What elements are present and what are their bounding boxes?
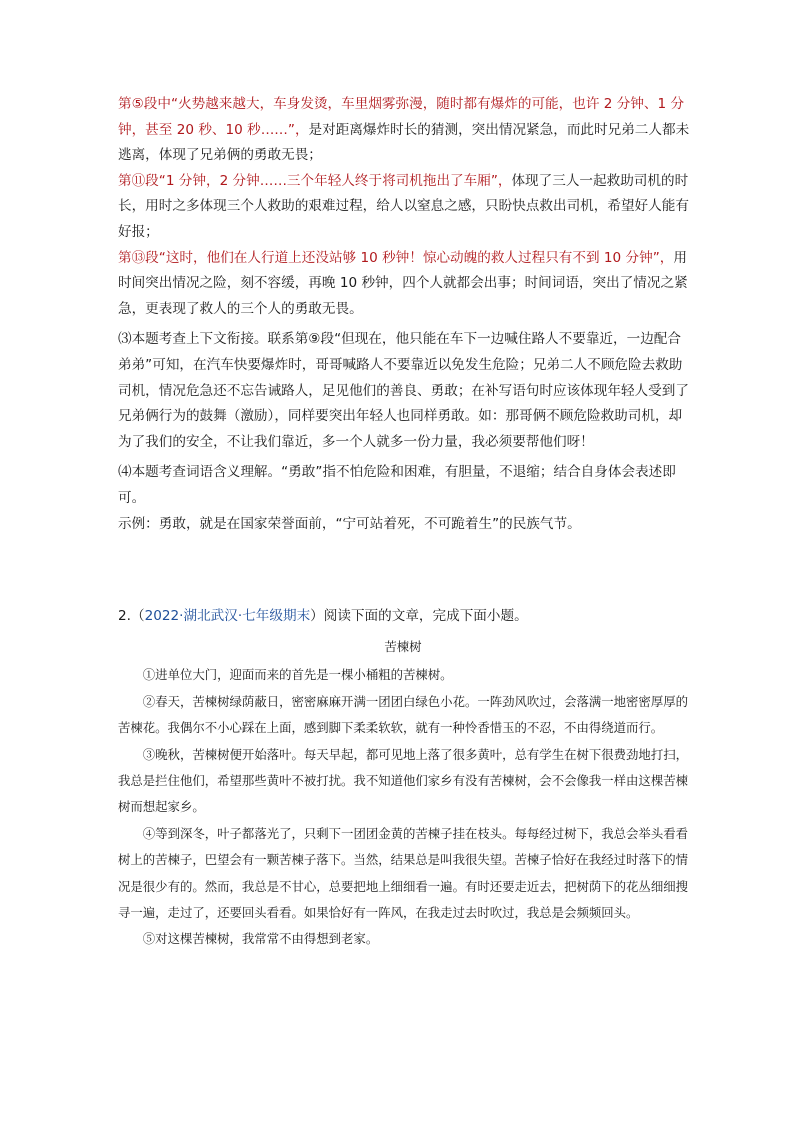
question-2-header (118, 604, 690, 629)
answer-para-5-quote: 中“火势越来越大，车身发烫，车里烟雾弥漫，随时都有爆炸的可能，也许 2 分钟、1 分钟，甚至 20 秒、10 秒……”， (118, 96, 685, 138)
answer-section (118, 92, 690, 537)
answer-para-11 (118, 169, 690, 246)
question-2-number: 2.（ (118, 608, 145, 624)
answer-para-11-label: 第⑪段 (118, 172, 159, 189)
answer-example: 示例：勇敢，就是在国家荣誉面前，“宁可站着死，不可跪着生”的民族气节。 (118, 515, 581, 532)
answer-para-13-analysis: 用时间突出情况之险，刻不容缓，再晚 10 秒钟，四个人就都会出事；时间词语，突出了情况之紧急，更表现了救人的三个人的勇敢无畏。 (118, 249, 688, 317)
question-2-source-link[interactable]: 2022·湖北武汉·七年级期末 (144, 608, 311, 624)
answer-para-5 (118, 92, 690, 169)
article-paragraph: ②春天，苦楝树绿荫蔽日，密密麻麻开满一团团白绿色小花。一阵劲风吹过，会落满一地密密厚厚的苦楝花。我偶尔不小心踩在上面，感到脚下柔柔软软，就有一种怜香惜玉的不忍，不由得绕道而行。 (118, 693, 688, 736)
article-paragraph: ③晚秋，苦楝树便开始落叶。每天早起，都可见地上落了很多黄叶，总有学生在树下很费劲地打扫，我总是拦住他们，希望那些黄叶不被打扰。我不知道他们家乡有没有苦楝树，会不会像我一样由这棵苦楝树而想起家乡。 (118, 746, 688, 815)
answer-para-13 (118, 246, 690, 323)
answer-para-5-analysis: 是对距离爆炸时长的猜测，突出情况紧急，而此时兄弟二人都未逃离，体现了兄弟俩的勇敢无畏； (118, 121, 690, 164)
answer-para-11-analysis: 体现了三人一起救助司机的时长，用时之多体现三个人救助的艰难过程，给人以窒息之感，只盼快点救出司机，希望好人能有好报； (118, 172, 689, 240)
answer-para-11-quote: “1 分钟，2 分钟……三个年轻人终于将司机拖出了车厢”， (158, 172, 512, 189)
answer-item-3: ⑶本题考查上下文衔接。联系第⑨段“但现在，他只能在车下一边喊住路人不要靠近，一边配合弟弟”可知，在汽车快要爆炸时，哥哥喊路人不要靠近以免发生危险；兄弟二人不顾危险去救助司机，情况危急还不忘告诫路人，足见他们的善良、勇敢；在补写语句时应该体现年轻人受到了兄弟俩行为的鼓舞（激励），同样要突出年轻人也同样勇敢。如：那哥俩不顾危险救助司机，却为了我们的安全，不让我们靠近，多一个人就多一份力量，我必须要帮他们呀！ (118, 331, 689, 450)
article-paragraph: ④等到深冬，叶子都落光了，只剩下一团团金黄的苦楝子挂在枝头。每每经过树下，我总会举头看看树上的苦楝子，巴望会有一颗苦楝子落下。当然，结果总是叫我很失望。苦楝子恰好在我经过时落下的情况是很少有的。然而，我总是不甘心，总要把地上细细看一遍。有时还要走近去，把树荫下的花丛细细搜寻一遍，走过了，还要回头看看。如果恰好有一阵风，在我走过去时吹过，我总是会频频回头。 (118, 825, 688, 921)
answer-para-5-label: 第⑤段 (118, 96, 158, 112)
question-2-prompt: ）阅读下面的文章，完成下面小题。 (310, 608, 528, 624)
reading-article (118, 634, 688, 953)
answer-para-13-label: 第⑬段 (118, 249, 159, 266)
article-paragraph: ⑤对这棵苦楝树，我常常不由得想到老家。 (142, 931, 379, 947)
article-title: 苦楝树 (384, 639, 422, 654)
answer-item-4: ⑷本题考查词语含义理解。“勇敢”指不怕危险和困难，有胆量，不退缩；结合自身体会表述即可。 (118, 464, 676, 506)
answer-para-13-quote: “这时，他们在人行道上还没站够 10 秒钟！惊心动魄的救人过程只有不到 10 分钟”， (158, 249, 674, 266)
article-paragraph: ①进单位大门，迎面而来的首先是一棵小桶粗的苦楝树。 (142, 667, 453, 683)
